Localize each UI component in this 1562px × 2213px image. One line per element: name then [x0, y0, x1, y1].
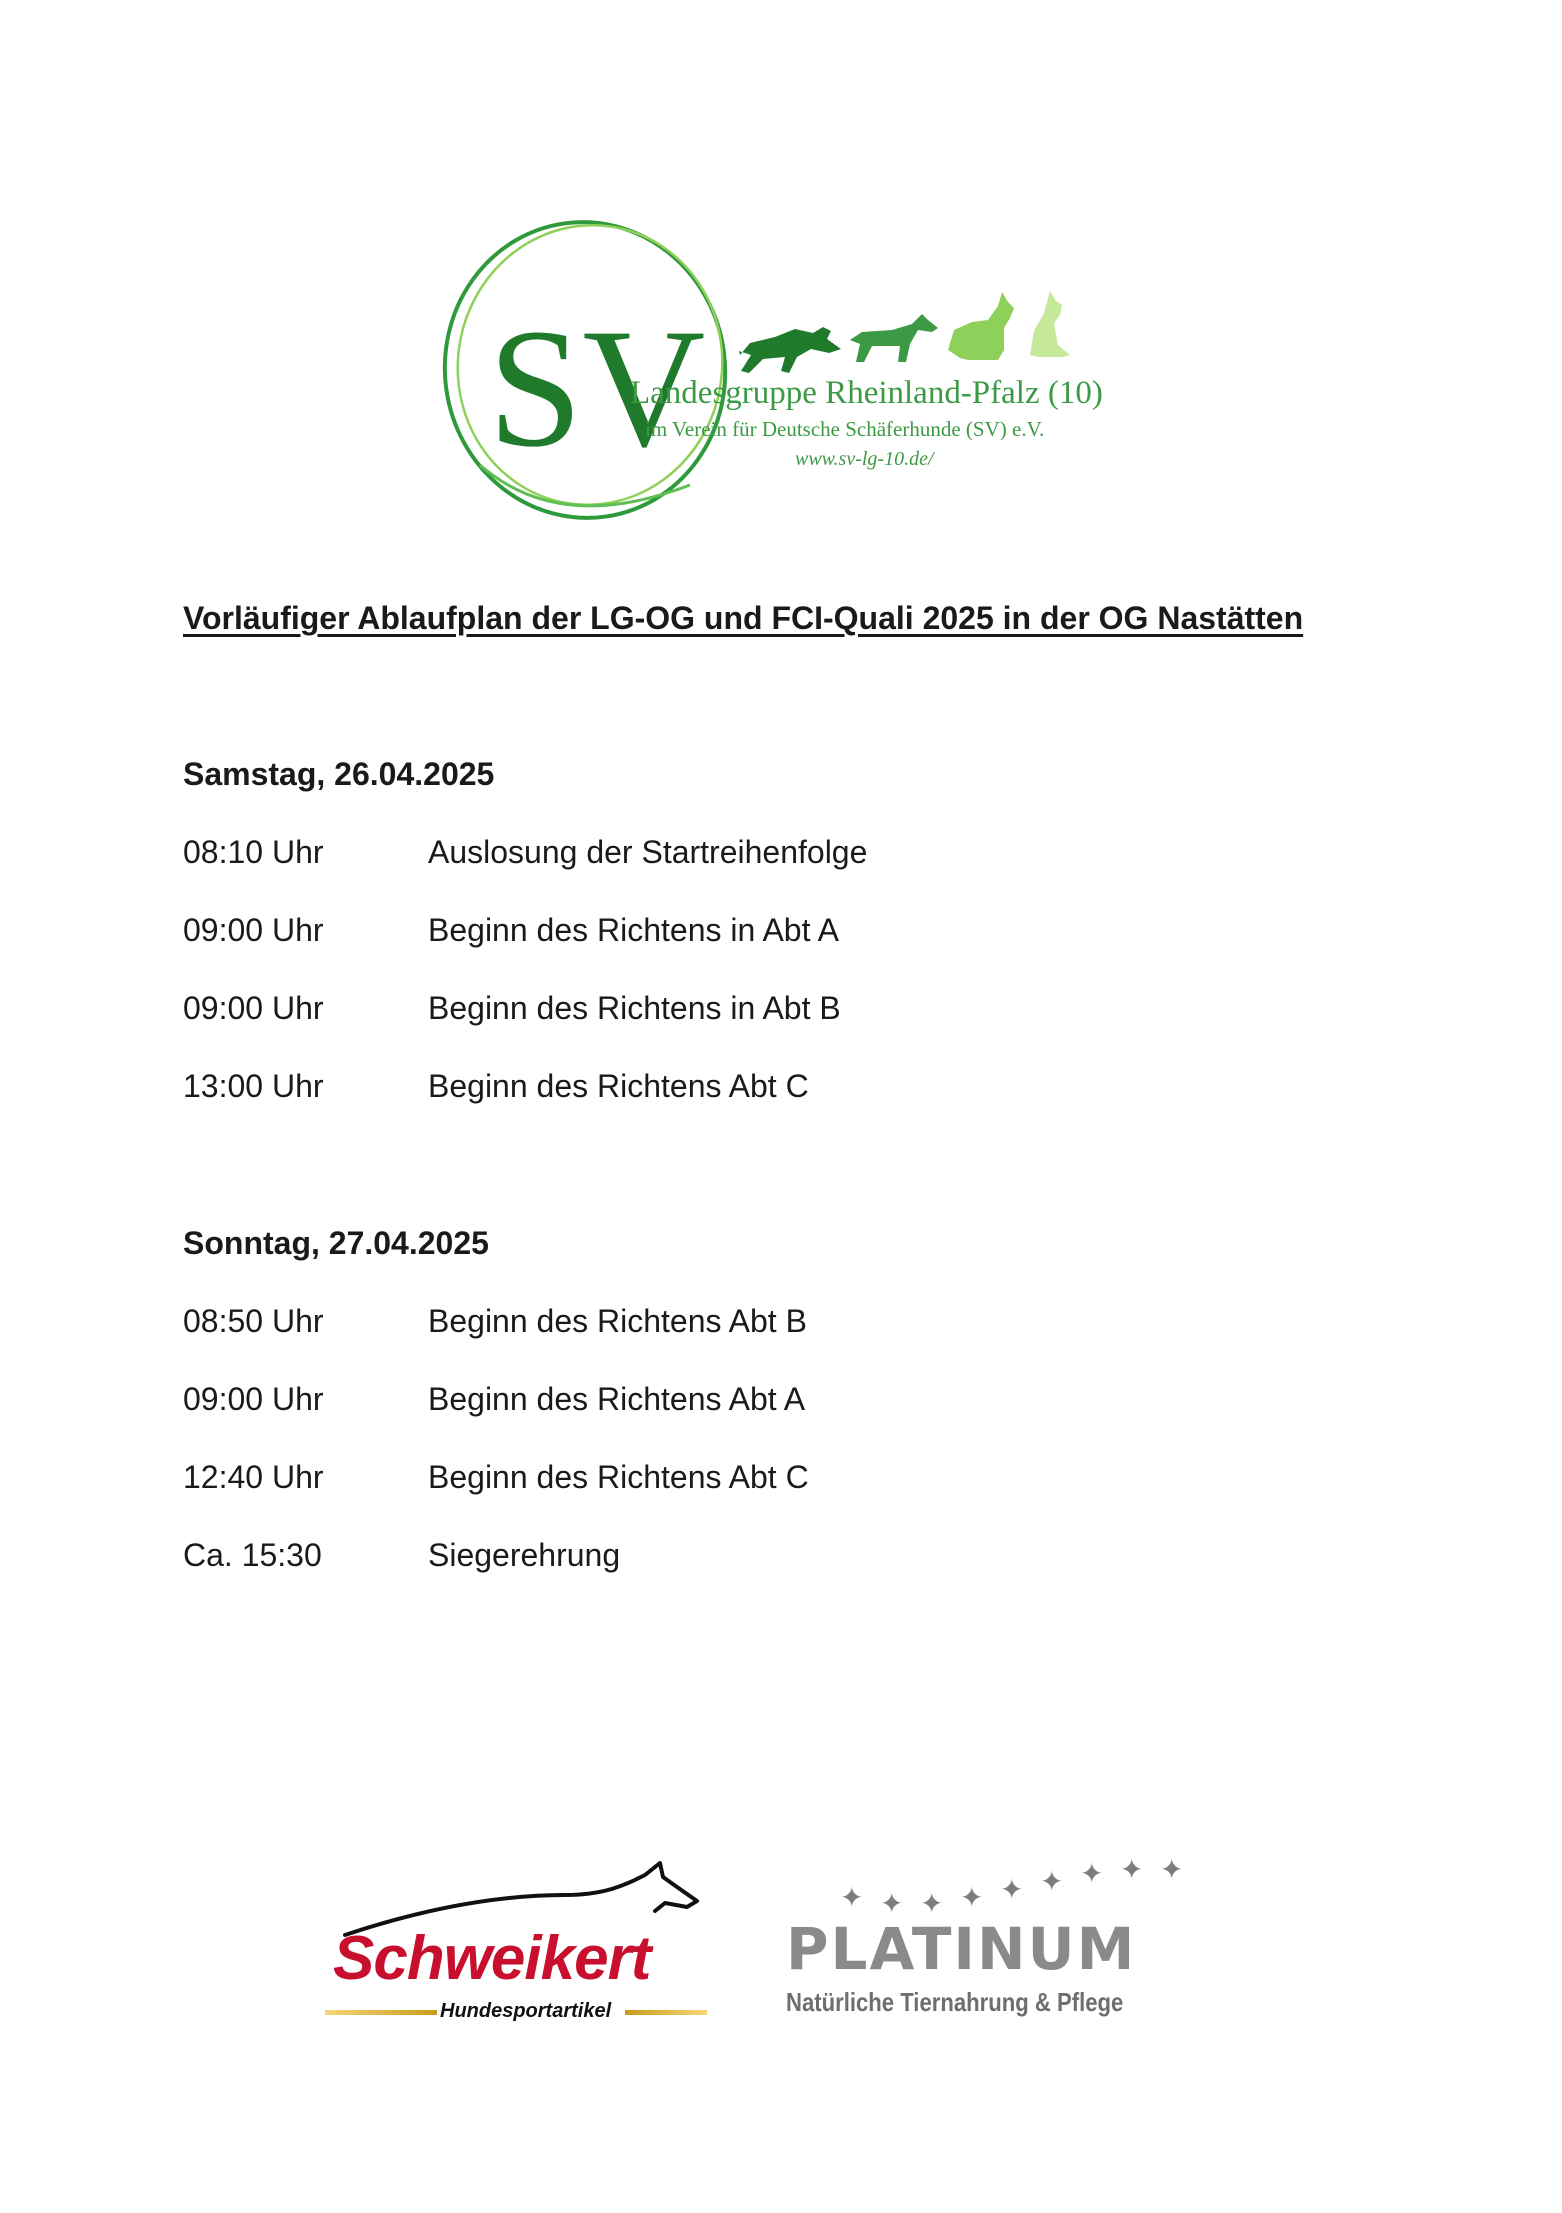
dog-silhouettes-icon	[739, 291, 1070, 373]
day-heading-sunday: Sonntag, 27.04.2025	[183, 1225, 489, 1261]
sv-logo-graphic	[440, 205, 1140, 535]
dog-standing-icon	[850, 314, 938, 362]
schedule-time: 13:00 Uhr	[183, 1068, 324, 1104]
schedule-time: 09:00 Uhr	[183, 990, 324, 1026]
schedule-time: 08:50 Uhr	[183, 1303, 324, 1339]
gold-bar-left	[325, 2010, 437, 2015]
star-icon: ✦	[1160, 1853, 1184, 1886]
schedule-time: 08:10 Uhr	[183, 834, 324, 870]
sponsor-logo-schweikert	[325, 1855, 715, 2035]
schweikert-subtitle: Hundesportartikel	[440, 2000, 612, 2022]
star-icon: ✦	[1040, 1865, 1064, 1898]
star-icon: ✦	[1080, 1857, 1104, 1890]
logo-monogram: SV	[488, 294, 706, 482]
sponsor-logo-platinum	[780, 1845, 1200, 2035]
schedule-event: Beginn des Richtens Abt B	[428, 1303, 807, 1339]
schedule-event: Auslosung der Startreihenfolge	[428, 834, 868, 870]
star-icon: ✦	[880, 1887, 904, 1915]
star-icon: ✦	[1120, 1853, 1144, 1886]
day-heading-saturday: Samstag, 26.04.2025	[183, 756, 495, 792]
schedule-time: 12:40 Uhr	[183, 1459, 324, 1495]
schweikert-wordmark: Schweikert	[333, 1924, 651, 1993]
platinum-wordmark: PLATINUM	[786, 1915, 1137, 1983]
schedule-event: Beginn des Richtens Abt C	[428, 1068, 809, 1104]
star-icon: ✦	[840, 1881, 864, 1914]
dog-running-icon	[739, 327, 841, 373]
schedule-event: Beginn des Richtens in Abt B	[428, 990, 841, 1026]
gold-bar-right	[625, 2010, 707, 2015]
schedule-event: Beginn des Richtens Abt C	[428, 1459, 809, 1495]
platinum-subtitle: Natürliche Tiernahrung & Pflege	[786, 1987, 1124, 2017]
dog-sitting-light-icon	[1030, 291, 1070, 357]
schedule-time: 09:00 Uhr	[183, 912, 324, 948]
dog-sitting-icon	[948, 292, 1014, 360]
logo-title: Landesgruppe Rheinland-Pfalz (10)	[630, 375, 1103, 411]
schedule-event: Beginn des Richtens Abt A	[428, 1381, 806, 1417]
schedule-event: Siegerehrung	[428, 1537, 621, 1573]
sv-logo	[440, 205, 1140, 535]
schedule-time: 09:00 Uhr	[183, 1381, 324, 1417]
logo-url: www.sv-lg-10.de/	[795, 448, 934, 470]
stars-arc-icon	[780, 1845, 1200, 1915]
star-icon: ✦	[1000, 1873, 1024, 1906]
logo-subtitle: im Verein für Deutsche Schäferhunde (SV) e.V.	[645, 417, 1045, 441]
page-title: Vorläufiger Ablaufplan der LG-OG und FCI-Quali 2025 in der OG Nastätten	[183, 600, 1304, 636]
star-icon: ✦	[960, 1881, 984, 1914]
star-icon: ✦	[920, 1887, 944, 1915]
schedule-event: Beginn des Richtens in Abt A	[428, 912, 839, 948]
schedule-time: Ca. 15:30	[183, 1537, 322, 1573]
